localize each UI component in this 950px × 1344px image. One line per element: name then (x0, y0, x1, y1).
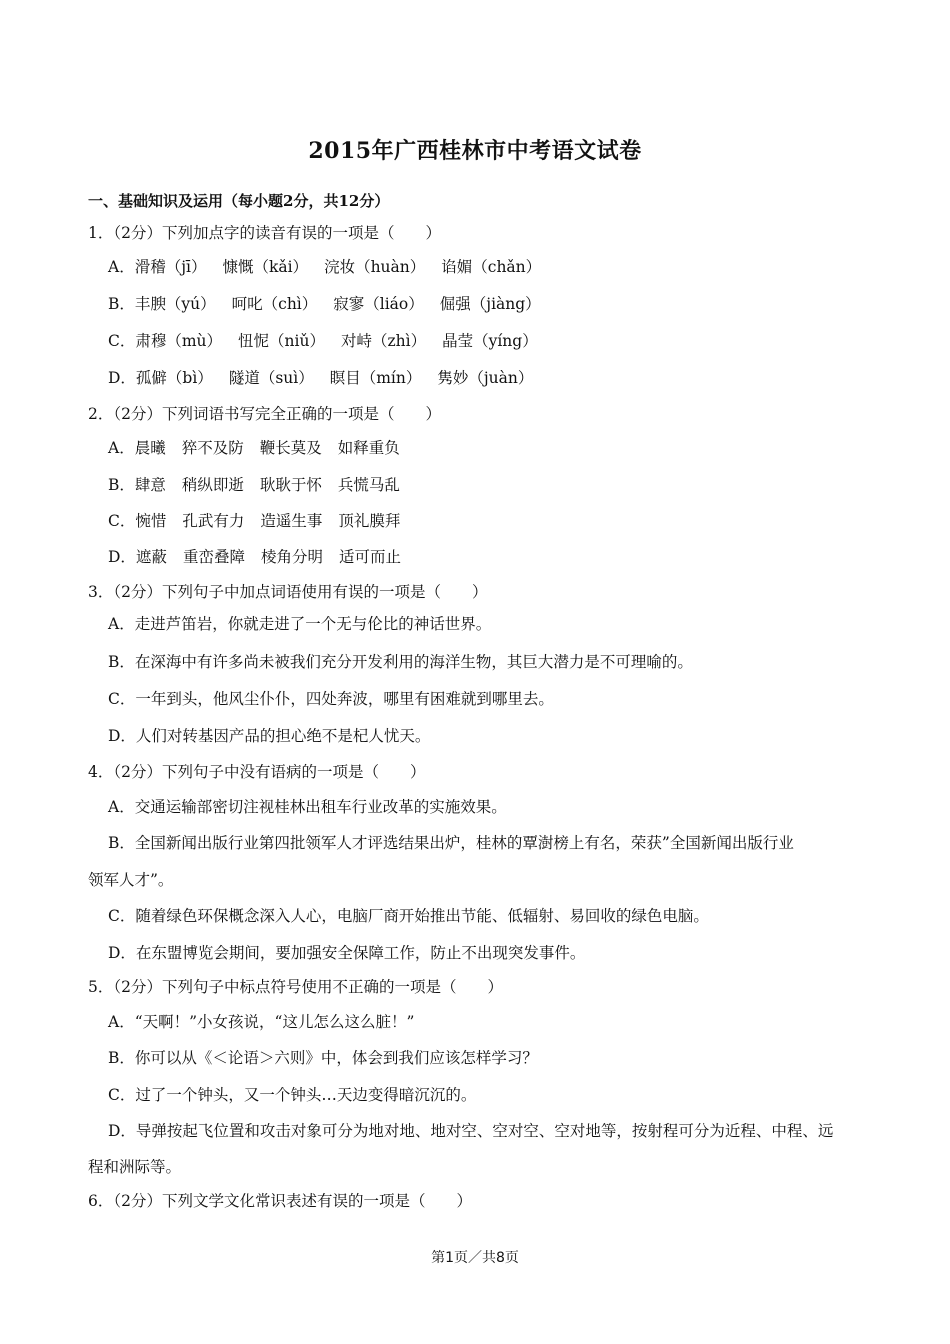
option-item: 隽妙（juàn） (437, 369, 534, 387)
question-6-stem: 6．（2分）下列文学文化常识表述有误的一项是（ ） (88, 1192, 472, 1210)
question-3-option-b: B．在深海中有许多尚未被我们充分开发利用的海洋生物，其巨大潜力是不可理喻的。 (108, 653, 693, 671)
question-2-option-a (108, 438, 400, 458)
option-item: C．惋惜 (108, 512, 167, 530)
option-item: 适可而止 (338, 548, 401, 566)
question-2-option-b (108, 475, 400, 495)
option-item: D．遮蔽 (108, 548, 167, 566)
question-1-option-c (108, 331, 538, 351)
question-4-option-c: C．随着绿色环保概念深入人心，电脑厂商开始推出节能、低辐射、易回收的绿色电脑。 (108, 907, 709, 925)
question-5-option-a: A．“天啊！”小女孩说，“这儿怎么这么脏！” (108, 1013, 415, 1031)
option-item: 忸怩（niǔ） (238, 332, 325, 350)
question-3-option-d: D．人们对转基因产品的担心绝不是杞人忧天。 (108, 727, 431, 745)
option-item: 瞑目（mín） (329, 369, 422, 387)
option-item: 耿耿于怀 (259, 476, 322, 494)
option-item: 谄媚（chǎn） (441, 258, 542, 276)
option-item: 慷慨（kǎi） (222, 258, 309, 276)
option-item: 鞭长莫及 (259, 439, 322, 457)
question-1-stem: 1．（2分）下列加点字的读音有误的一项是（ ） (88, 224, 441, 242)
question-4-option-b: B．全国新闻出版行业第四批领军人才评选结果出炉，桂林的覃澍榜上有名，荣获”全国新闻出版行业 (108, 834, 794, 852)
page-title: 2015年广西桂林市中考语文试卷 (308, 138, 642, 164)
question-4-option-d: D．在东盟博览会期间，要加强安全保障工作，防止不出现突发事件。 (108, 944, 586, 962)
option-item: D．孤僻（bì） (108, 369, 213, 387)
option-item: 猝不及防 (181, 439, 244, 457)
option-item: 棱角分明 (260, 548, 323, 566)
option-item: A．滑稽（jī） (108, 258, 207, 276)
question-4-stem: 4．（2分）下列句子中没有语病的一项是（ ） (88, 763, 426, 781)
section-heading: 一、基础知识及运用（每小题2分，共12分） (88, 192, 390, 210)
question-3-option-c: C．一年到头，他风尘仆仆，四处奔波，哪里有困难就到哪里去。 (108, 690, 554, 708)
option-item: 浣妆（huàn） (324, 258, 426, 276)
page-number-footer: 第1页／共8页 (431, 1250, 519, 1266)
option-item: 晶莹（yíng） (442, 332, 538, 350)
option-item: 对峙（zhì） (340, 332, 427, 350)
question-5-option-d-continued: 程和洲际等。 (88, 1158, 182, 1176)
question-1-option-a (108, 257, 541, 277)
question-1-option-d (108, 368, 533, 388)
question-3-option-a: A．走进芦笛岩，你就走进了一个无与伦比的神话世界。 (108, 615, 492, 633)
option-item: 如释重负 (337, 439, 400, 457)
option-item: 顶礼膜拜 (338, 512, 401, 530)
question-3-stem: 3．（2分）下列句子中加点词语使用有误的一项是（ ） (88, 583, 488, 601)
question-2-option-d (108, 547, 401, 567)
option-item: B．肆意 (108, 476, 166, 494)
question-5-option-c: C．过了一个钟头，又一个钟头…天边变得暗沉沉的。 (108, 1086, 477, 1104)
question-5-stem: 5．（2分）下列句子中标点符号使用不正确的一项是（ ） (88, 978, 503, 996)
option-item: 孔武有力 (182, 512, 245, 530)
question-2-stem: 2．（2分）下列词语书写完全正确的一项是（ ） (88, 405, 441, 423)
question-4-option-a: A．交通运输部密切注视桂林出租车行业改革的实施效果。 (108, 798, 507, 816)
option-item: 倔强（jiàng） (439, 295, 541, 313)
option-item: A．晨曦 (108, 439, 166, 457)
option-item: 隧道（suì） (228, 369, 314, 387)
question-2-option-c (108, 511, 400, 531)
question-1-option-b (108, 294, 541, 314)
question-4-option-b-continued: 领军人才”。 (88, 871, 174, 889)
option-item: 造遥生事 (260, 512, 323, 530)
option-item: 呵叱（chì） (231, 295, 318, 313)
question-5-option-d: D．导弹按起飞位置和攻击对象可分为地对地、地对空、空对空、空对地等，按射程可分为近程、中程、远 (108, 1122, 834, 1140)
option-item: 重峦叠障 (182, 548, 245, 566)
option-item: 兵慌马乱 (337, 476, 400, 494)
option-item: 稍纵即逝 (181, 476, 244, 494)
question-5-option-b: B．你可以从《＜论语＞六则》中，体会到我们应该怎样学习？ (108, 1049, 538, 1067)
option-item: 寂寥（liáo） (333, 295, 424, 313)
option-item: B．丰腴（yú） (108, 295, 216, 313)
option-item: C．肃穆（mù） (108, 332, 223, 350)
